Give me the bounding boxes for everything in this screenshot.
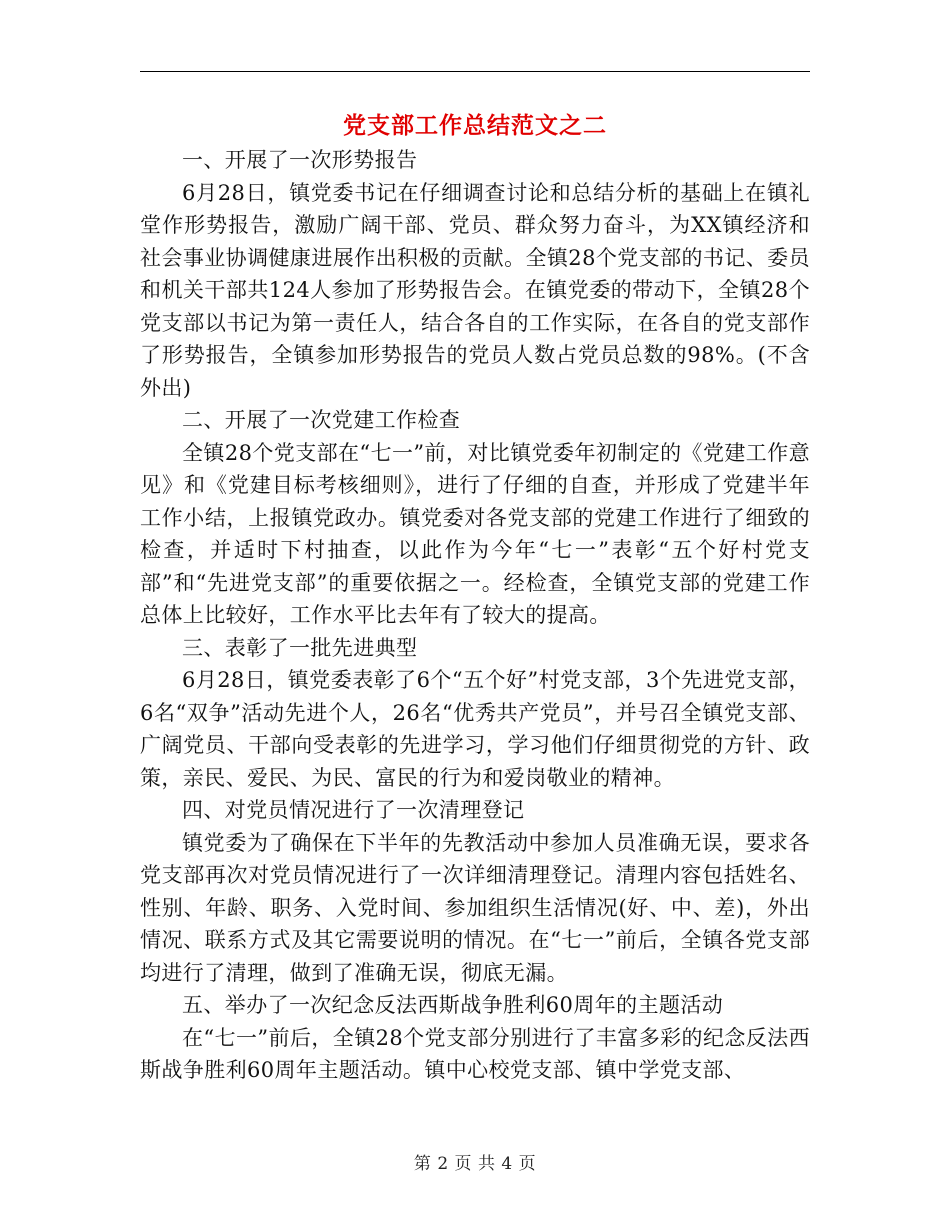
section-heading-5: 五、举办了一次纪念反法西斯战争胜利60周年的主题活动: [182, 993, 724, 1017]
section-heading-2: 二、开展了一次党建工作检查: [182, 408, 461, 432]
document-title: 党支部工作总结范文之二: [343, 112, 607, 139]
section-heading-1: 一、开展了一次形势报告: [182, 148, 418, 172]
document-body: [140, 144, 810, 1087]
header-rule: [140, 71, 810, 72]
section-heading-4: 四、对党员情况进行了一次清理登记: [182, 798, 525, 822]
body-paragraph-2: 全镇28个党支部在“七一”前，对比镇党委年初制定的《党建工作意见》和《党建目标考核细则》，进行了仔细的自查，并形成了党建半年工作小结，上报镇党政办。镇党委对各党支部的党建工作进行了细致的检查，并适时下村抽查，以此作为今年“七一”表彰“五个好村党支部”和“先进党支部”的重要依据之一。经检查，全镇党支部的党建工作总体上比较好，工作水平比去年有了较大的提高。: [140, 440, 810, 627]
body-paragraph-4: 镇党委为了确保在下半年的先教活动中参加人员准确无误，要求各党支部再次对党员情况进行了一次详细清理登记。清理内容包括姓名、性别、年龄、职务、入党时间、参加组织生活情况(好、中、差)，外出情况、联系方式及其它需要说明的情况。在“七一”前后，全镇各党支部均进行了清理，做到了准确无误，彻底无漏。: [140, 830, 810, 985]
page-number: 第 2 页 共 4 页: [413, 1154, 537, 1174]
section-heading-3: 三、表彰了一批先进典型: [182, 635, 418, 660]
body-paragraph-1: 6月28日，镇党委书记在仔细调查讨论和总结分析的基础上在镇礼堂作形势报告，激励广阔干部、党员、群众努力奋斗，为XX镇经济和社会事业协调健康进展作出积极的贡献。全镇28个党支部的书记、委员和机关干部共124人参加了形势报告会。在镇党委的带动下，全镇28个党支部以书记为第一责任人，结合各自的工作实际，在各自的党支部作了形势报告，全镇参加形势报告的党员人数占党员总数的98%。(不含外出): [140, 180, 810, 400]
body-paragraph-5: 在“七一”前后，全镇28个党支部分别进行了丰富多彩的纪念反法西斯战争胜利60周年主题活动。镇中心校党支部、镇中学党支部、: [140, 1025, 810, 1082]
body-paragraph-3: 6月28日，镇党委表彰了6个“五个好”村党支部，3个先进党支部，6名“双争”活动先进个人，26名“优秀共产党员”，并号召全镇党支部、广阔党员、干部向受表彰的先进学习，学习他们仔细贯彻党的方针、政策，亲民、爱民、为民、富民的行为和爱岗敬业的精神。: [140, 668, 810, 790]
